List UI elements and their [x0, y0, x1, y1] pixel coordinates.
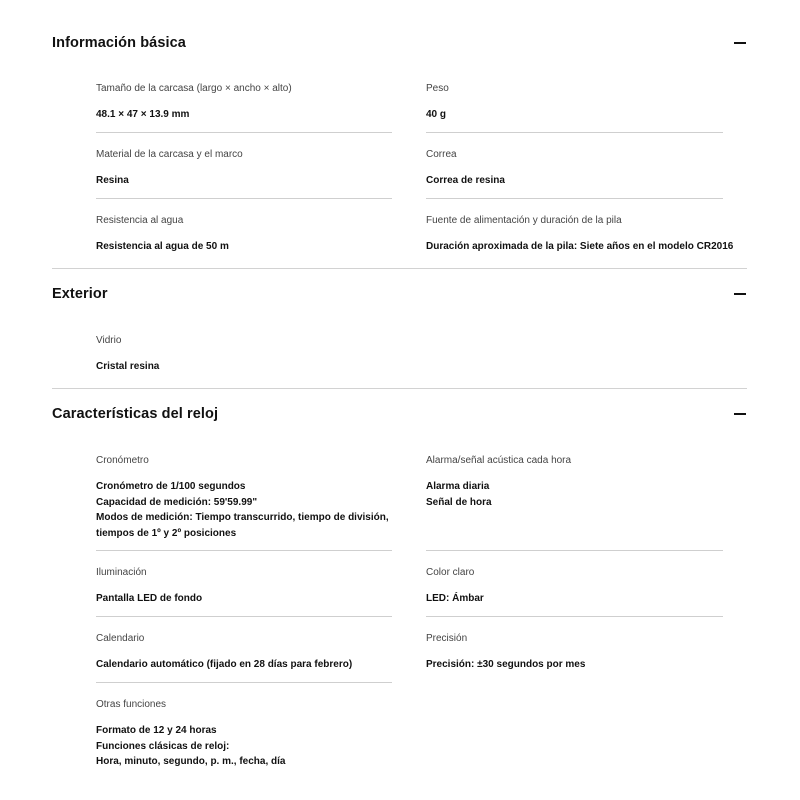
spec-label: Tamaño de la carcasa (largo × ancho × alto)	[96, 83, 292, 94]
spec-value	[426, 239, 733, 255]
spec-value	[96, 479, 389, 541]
spec-label: Vidrio	[96, 335, 122, 346]
spec-divider	[96, 198, 392, 199]
spec-label: Correa	[426, 149, 457, 160]
section-title: Información básica	[52, 35, 186, 51]
spec-value	[426, 591, 484, 607]
spec-value-line: Cristal resina	[96, 361, 160, 372]
spec-value-line: Calendario automático (fijado en 28 días para febrero)	[96, 659, 353, 670]
spec-divider	[426, 198, 723, 199]
spec-value-line: LED: Ámbar	[426, 593, 484, 604]
spec-label: Iluminación	[96, 567, 147, 578]
spec-value	[96, 657, 352, 673]
spec-value-line: Formato de 12 y 24 horas	[96, 725, 217, 736]
spec-label: Fuente de alimentación y duración de la pila	[426, 215, 622, 226]
spec-value-line: Correa de resina	[426, 175, 505, 186]
spec-label: Resistencia al agua	[96, 215, 184, 226]
spec-value-line: Duración aproximada de la pila: Siete años en el modelo CR2016	[426, 241, 734, 252]
spec-value-line: Resistencia al agua de 50 m	[96, 241, 229, 252]
spec-label: Color claro	[426, 567, 475, 578]
spec-value-line: Pantalla LED de fondo	[96, 593, 203, 604]
spec-value	[96, 359, 159, 375]
section-header-exterior[interactable]	[52, 282, 747, 306]
section-divider	[52, 268, 747, 269]
spec-value	[96, 723, 285, 770]
spec-value-line: Señal de hora	[426, 496, 492, 508]
minus-icon[interactable]	[734, 413, 746, 415]
spec-divider	[426, 132, 723, 133]
spec-value-line: Resina	[96, 175, 129, 186]
spec-value-line: Modos de medición: Tiempo transcurrido, tiempo de división,	[96, 512, 389, 523]
spec-label: Peso	[426, 83, 449, 94]
spec-label: Material de la carcasa y el marco	[96, 149, 243, 160]
spec-value-line: 48.1 × 47 × 13.9 mm	[96, 109, 190, 120]
section-title: Exterior	[52, 286, 108, 302]
spec-value-line: Capacidad de medición: 59'59.99"	[96, 496, 258, 508]
minus-icon[interactable]	[734, 42, 746, 44]
section-title: Características del reloj	[52, 406, 219, 422]
spec-value-line: tiempos de 1º y 2º posiciones	[96, 527, 237, 539]
spec-value	[426, 479, 492, 510]
spec-value-line: Alarma diaria	[426, 481, 490, 492]
spec-divider	[96, 550, 392, 551]
spec-divider	[426, 550, 723, 551]
spec-value-line: Hora, minuto, segundo, p. m., fecha, día	[96, 756, 286, 767]
spec-value-line: 40 g	[426, 109, 447, 120]
spec-value	[96, 173, 129, 189]
spec-value	[426, 173, 505, 189]
spec-divider	[426, 616, 723, 617]
spec-label: Cronómetro	[96, 455, 149, 466]
spec-value	[96, 107, 189, 123]
spec-divider	[96, 616, 392, 617]
spec-value	[96, 239, 229, 255]
section-divider	[52, 388, 747, 389]
spec-value-line: Precisión: ±30 segundos por mes	[426, 659, 586, 670]
section-header-informacion-basica[interactable]	[52, 31, 747, 55]
spec-label: Otras funciones	[96, 699, 167, 710]
spec-value-line: Cronómetro de 1/100 segundos	[96, 481, 246, 492]
spec-label: Alarma/señal acústica cada hora	[426, 455, 572, 466]
section-header-caracteristicas-del-reloj[interactable]	[52, 402, 747, 426]
spec-value-line: Funciones clásicas de reloj:	[96, 740, 230, 752]
spec-label: Calendario	[96, 633, 145, 644]
minus-icon[interactable]	[734, 293, 746, 295]
spec-value	[426, 107, 446, 123]
spec-divider	[96, 682, 392, 683]
spec-value	[96, 591, 202, 607]
spec-divider	[96, 132, 392, 133]
spec-value	[426, 657, 585, 673]
spec-label: Precisión	[426, 633, 468, 644]
